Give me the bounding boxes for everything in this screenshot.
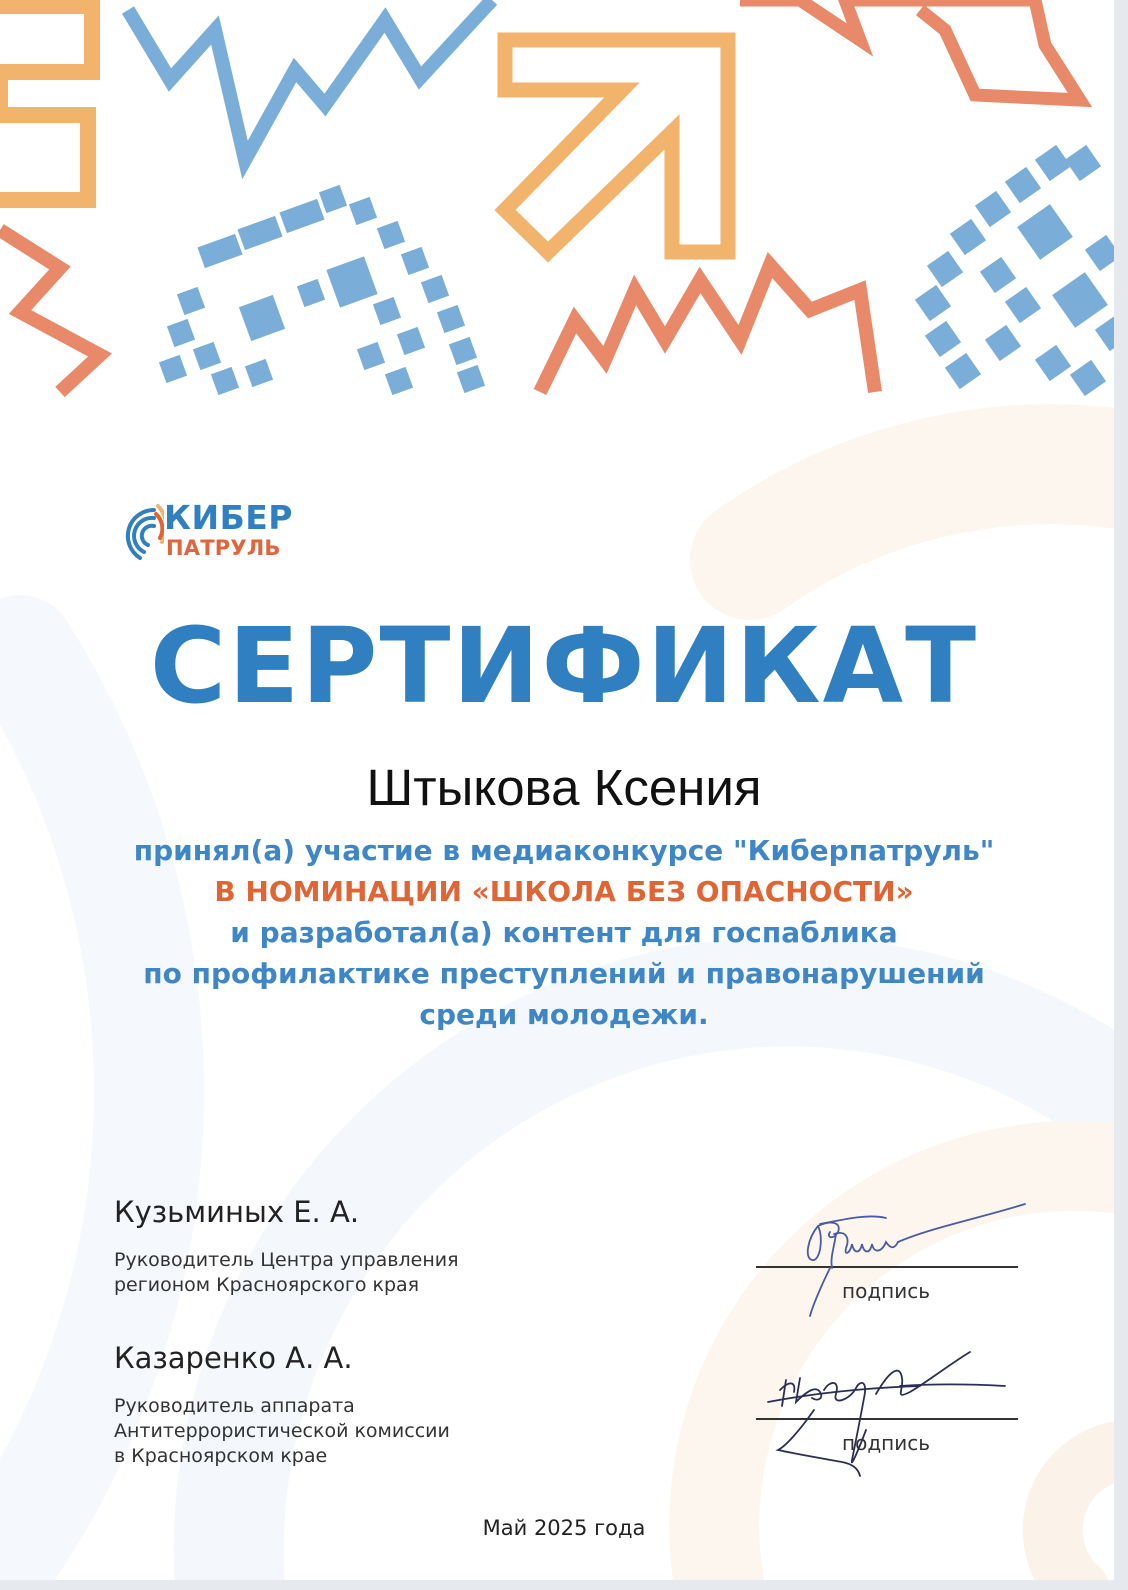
signatory-name: Кузьминых Е. А. (114, 1195, 360, 1229)
page-edge-bottom (0, 1580, 1128, 1590)
handwritten-signature-1 (790, 1198, 1040, 1328)
logo-arcs-icon (110, 502, 164, 564)
role-line: в Красноярском крае (114, 1445, 328, 1467)
kiberpatrul-logo (110, 500, 310, 570)
role-line: Антитеррористической комиссии (114, 1420, 450, 1442)
nomination-line: В НОМИНАЦИИ «ШКОЛА БЕЗ ОПАСНОСТИ» (214, 875, 914, 908)
description-line-4: по профилактике преступлений и правонарушений (143, 957, 985, 990)
description-line-1: принял(а) участие в медиаконкурсе "Киберпатруль" (133, 834, 995, 867)
logo-text-bottom: ПАТРУЛЬ (166, 536, 281, 560)
signature-label: подпись (842, 1431, 930, 1455)
description-line-5: среди молодежи. (419, 998, 709, 1031)
signatory-role (114, 1248, 459, 1298)
signature-label: подпись (842, 1279, 930, 1303)
role-line: регионом Красноярского края (114, 1274, 420, 1296)
logo-text-top: КИБЕР (164, 498, 293, 537)
signatory-2 (114, 1340, 450, 1469)
signatory-name: Казаренко А. А. (114, 1341, 353, 1375)
certificate-description (0, 830, 1128, 1035)
handwritten-signature-2 (760, 1350, 1020, 1480)
certificate-title: СЕРТИФИКАТ (149, 605, 979, 727)
signatory-1 (114, 1194, 459, 1298)
description-line-3: и разработал(а) контент для госпаблика (230, 916, 898, 949)
role-line: Руководитель аппарата (114, 1395, 355, 1417)
role-line: Руководитель Центра управления (114, 1249, 459, 1271)
signatory-role (114, 1394, 450, 1469)
issue-date: Май 2025 года (482, 1516, 646, 1540)
recipient-name: Штыкова Ксения (366, 759, 762, 816)
page-edge-right (1114, 0, 1128, 1590)
